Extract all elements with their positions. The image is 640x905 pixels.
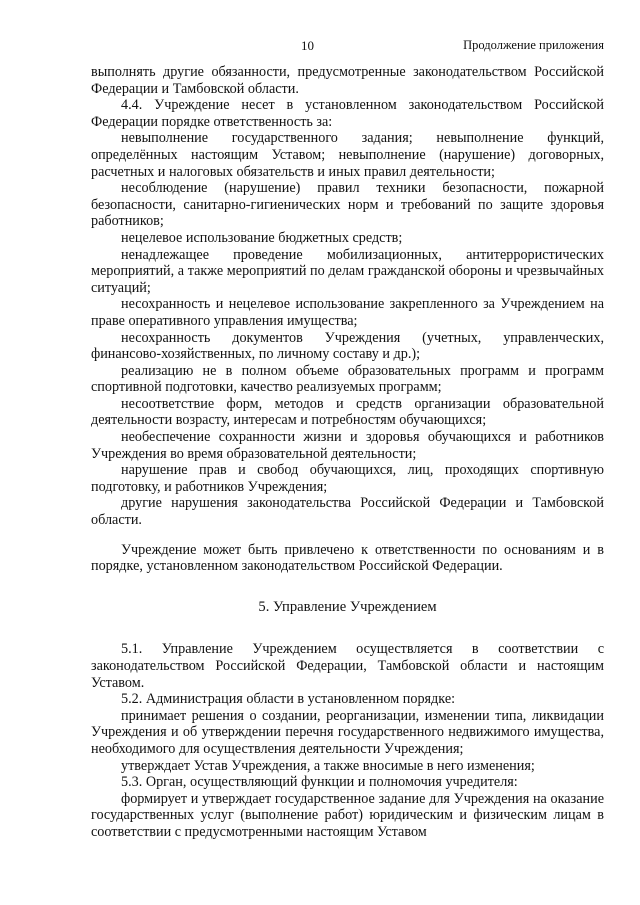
paragraph: принимает решения о создании, реорганизации, изменении типа, ликвидации Учреждения и об утверждении перечня государственного недвижимого имущества, необходимого для осуществления деятельности Учреждения;: [91, 707, 604, 757]
page-number: 10: [301, 38, 314, 53]
paragraph: невыполнение государственного задания; невыполнение функций, определённых настоящим Уставом; невыполнение (нарушение) договорных, расчетных и налоговых обязательств и иных правил деятельности;: [91, 130, 604, 180]
paragraph: необеспечение сохранности жизни и здоровья обучающихся и работников Учреждения во время образовательной деятельности;: [91, 429, 604, 462]
paragraph: ненадлежащее проведение мобилизационных, антитеррористических мероприятий, а также мероприятий по делам гражданской обороны и чрезвычайных ситуаций;: [91, 246, 604, 296]
paragraph: несоответствие форм, методов и средств организации образовательной деятельности возрасту, интересам и потребностям обучающихся;: [91, 395, 604, 429]
paragraph: формирует и утверждает государственное задание для Учреждения на оказание государственных услуг (выполнение работ) юридическим и физическим лицам в соответствии с предусмотренными настоящим Уставом: [91, 790, 604, 840]
document-body: [91, 64, 604, 841]
paragraph: нарушение прав и свобод обучающихся, лиц, проходящих спортивную подготовку, и работников Учреждения;: [91, 462, 604, 495]
paragraph: утверждает Устав Учреждения, а также вносимые в него изменения;: [121, 757, 535, 774]
paragraph: выполнять другие обязанности, предусмотренные законодательством Российской Федерации и Тамбовской области.: [91, 64, 604, 97]
header-note: Продолжение приложения: [463, 38, 604, 52]
paragraph: нецелевое использование бюджетных средств;: [121, 229, 403, 246]
paragraph: другие нарушения законодательства Российской Федерации и Тамбовской области.: [91, 495, 604, 529]
liability-paragraph: Учреждение может быть привлечено к ответственности по основаниям и в порядке, установленном законодательством Российской Федерации.: [91, 541, 604, 575]
paragraph: 5.2. Администрация области в установленном порядке:: [121, 691, 456, 708]
paragraph: 5.1. Управление Учреждением осуществляется в соответствии с законодательством Российской Федерации, Тамбовской области и настоящим Уставом.: [91, 641, 604, 691]
section-title: 5. Управление Учреждением: [258, 598, 437, 615]
paragraph: реализацию не в полном объеме образовательных программ и программ спортивной подготовки, качество реализуемых программ;: [91, 362, 604, 396]
paragraph: несоблюдение (нарушение) правил техники безопасности, пожарной безопасности, санитарно-гигиенических норм и требований по защите здоровья работников;: [91, 180, 604, 230]
paragraph: несохранность документов Учреждения (учетных, управленческих, финансово-хозяйственных, по личному составу и др.);: [91, 329, 604, 363]
paragraph: несохранность и нецелевое использование закрепленного за Учреждением на праве оперативного управления имущества;: [91, 296, 604, 329]
paragraph: 5.3. Орган, осуществляющий функции и полномочия учредителя:: [121, 774, 518, 791]
paragraph: 4.4. Учреждение несет в установленном законодательством Российской Федерации порядке ответственность за:: [91, 97, 604, 130]
page-header: [0, 38, 640, 56]
